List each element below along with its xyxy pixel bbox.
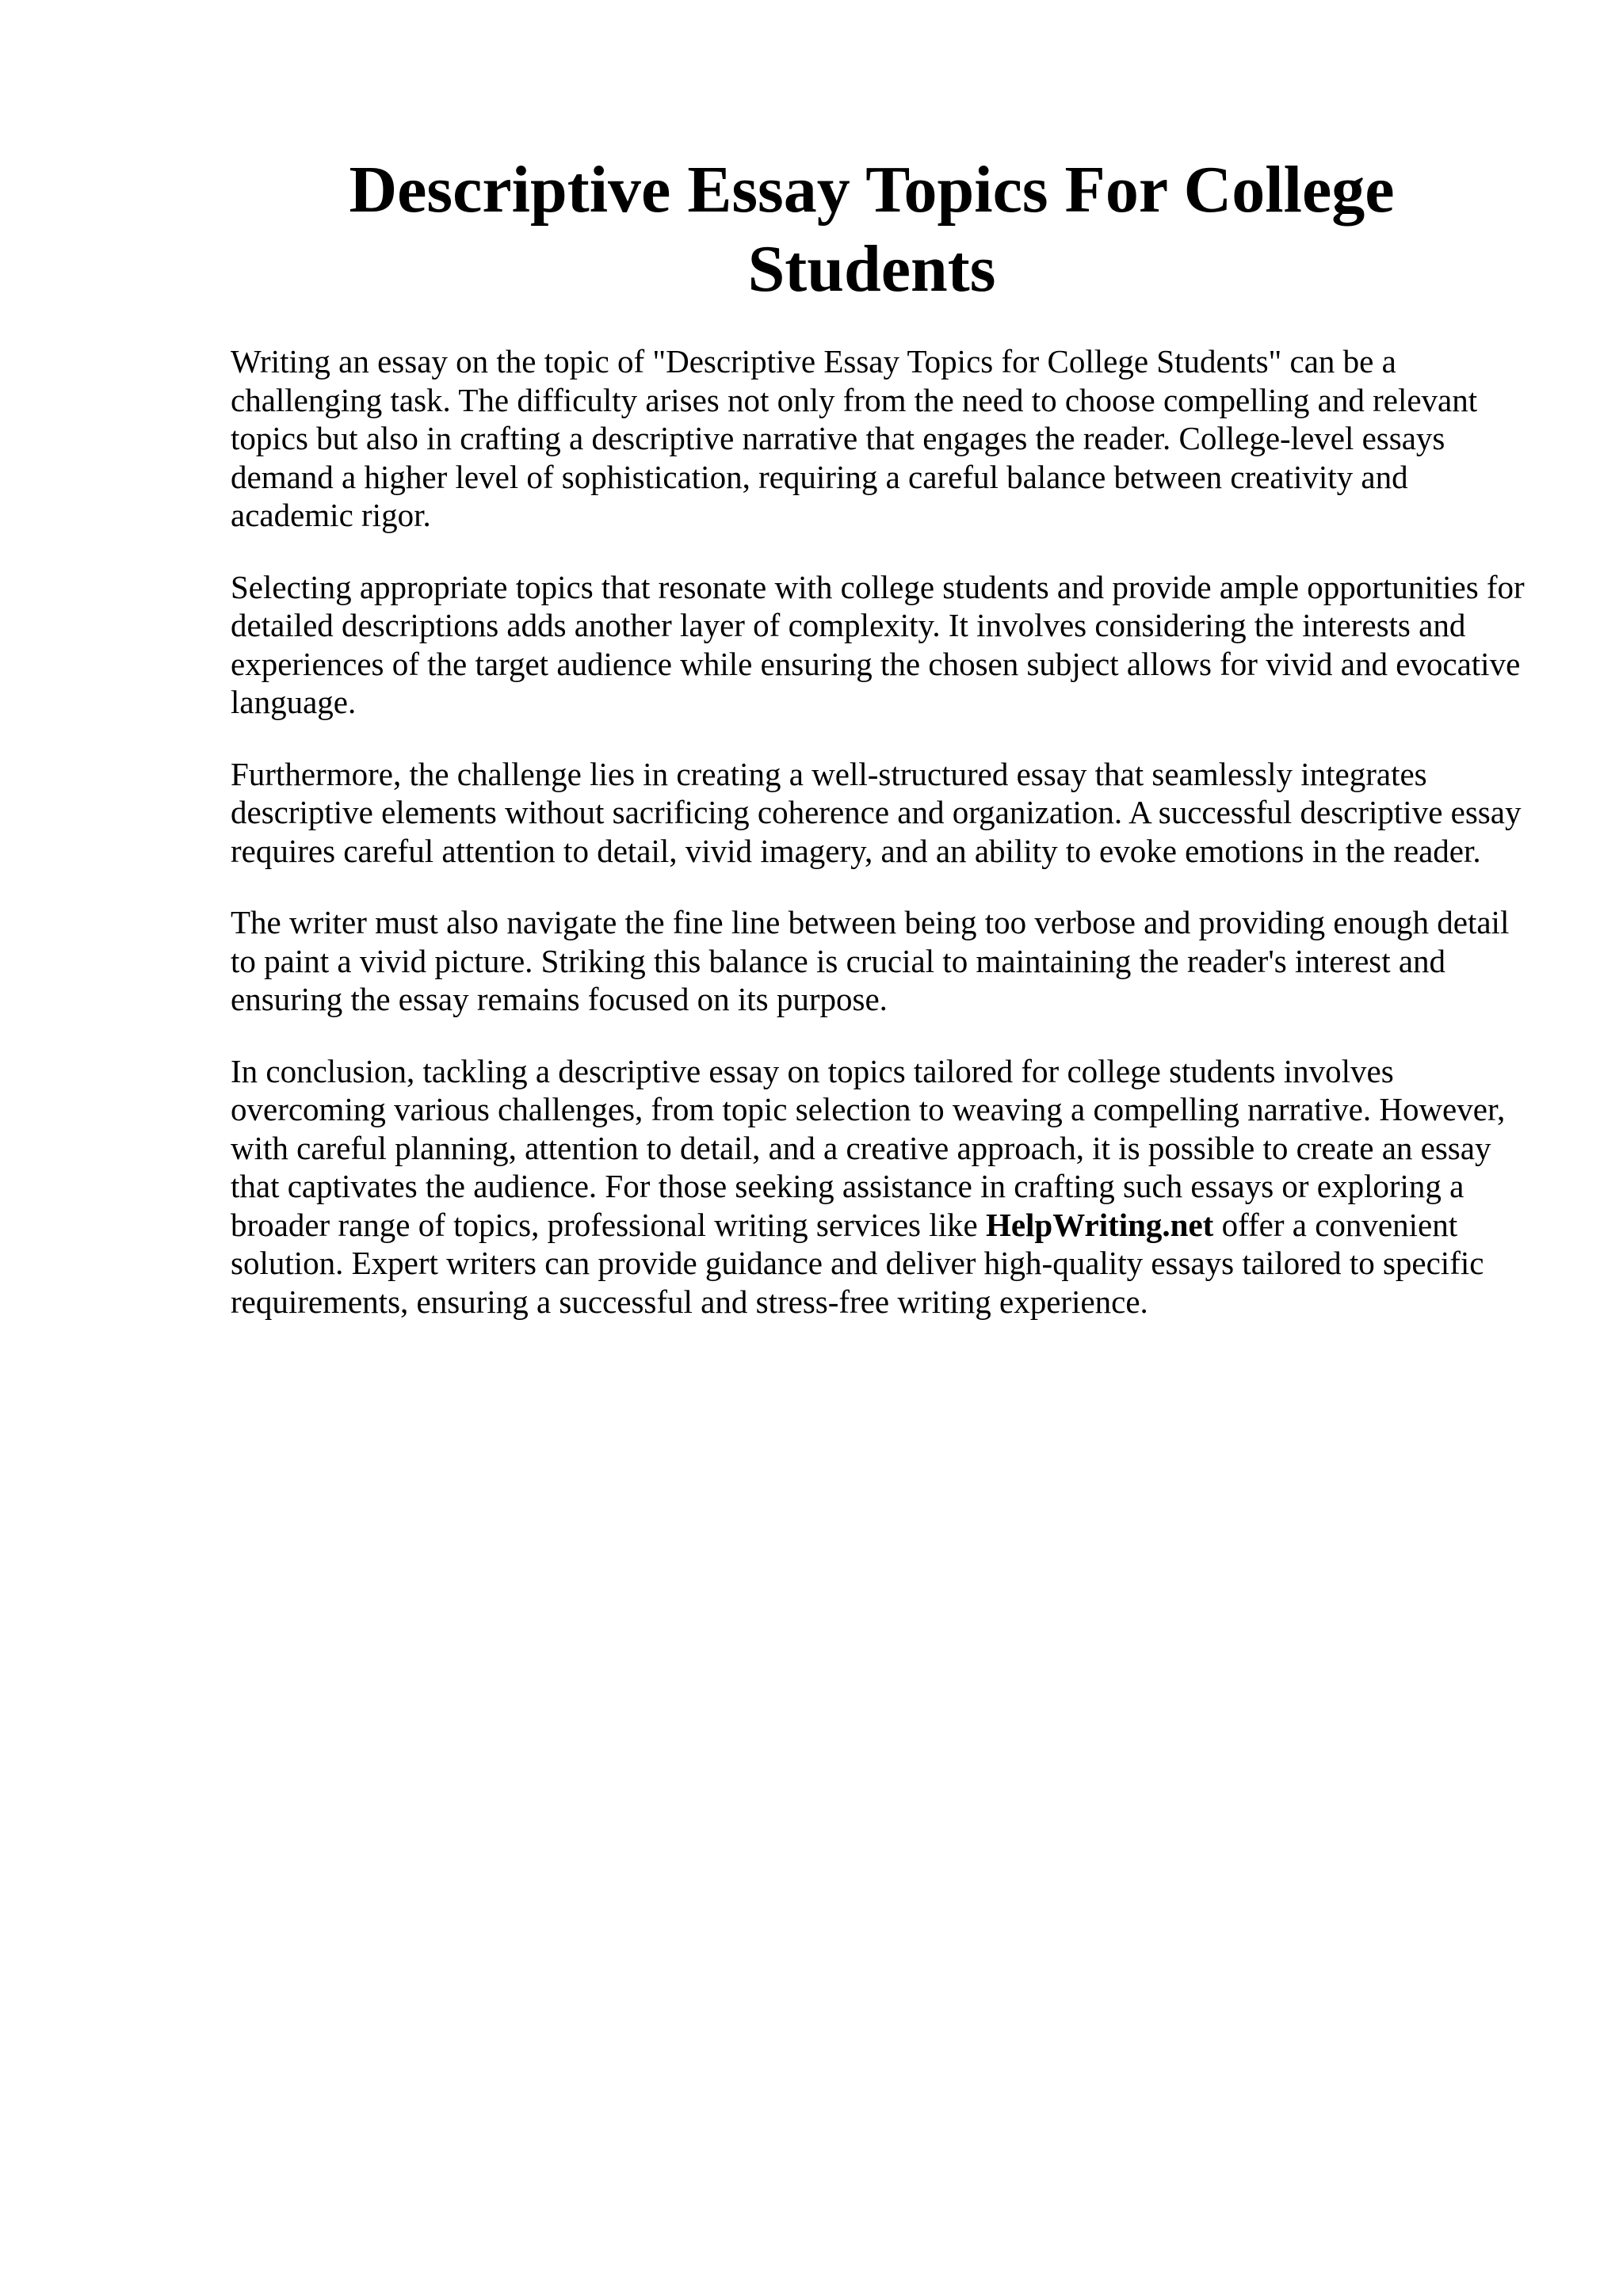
page-title: Descriptive Essay Topics For College Students: [349, 153, 1395, 306]
helpwriting-link[interactable]: HelpWriting.net: [985, 1206, 1214, 1243]
conclusion-text-after-link: offer a convenient solution. Expert writers can provide guidance and deliver high-quality essays tailored to specific requirements, ensuring a successful and stress-free writing experience.: [231, 1206, 1484, 1320]
conclusion-text-before-link: In conclusion, tackling a descriptive essay on topics tailored for college students involves overcoming various challenges, from topic selection to weaving a compelling narrative. However, with careful planning, attention to detail, and a creative approach, it is possible to create an essay that captivates the audience. For those seeking assistance in crafting such essays or exploring a broader range of topics, professional writing services like: [231, 1052, 1506, 1243]
paragraph-2: Selecting appropriate topics that resonate with college students and provide ample opportunities for detailed descriptions adds another layer of complexity. It involves considering the interests and experiences of the target audience while ensuring the chosen subject allows for vivid and evocative language.: [231, 568, 1525, 720]
paragraph-4: The writer must also navigate the fine line between being too verbose and providing enough detail to paint a vivid picture. Striking this balance is crucial to maintaining the reader's interest and ensuring the essay remains focused on its purpose.: [231, 904, 1510, 1017]
conclusion-paragraph: [231, 1052, 1530, 1322]
paragraph-1: Writing an essay on the topic of "Descriptive Essay Topics for College Students" can be a challenging task. The difficulty arises not only from the need to choose compelling and relevant topics but also in crafting a descriptive narrative that engages the reader. College-level essays demand a higher level of sophistication, requiring a careful balance between creativity and academic rigor.: [231, 343, 1478, 533]
essay-body: [231, 342, 1530, 1354]
paragraph-3: Furthermore, the challenge lies in creating a well-structured essay that seamlessly integrates descriptive elements without sacrificing coherence and organization. A successful descriptive essay requires careful attention to detail, vivid imagery, and an ability to evoke emotions in the reader.: [231, 755, 1522, 869]
